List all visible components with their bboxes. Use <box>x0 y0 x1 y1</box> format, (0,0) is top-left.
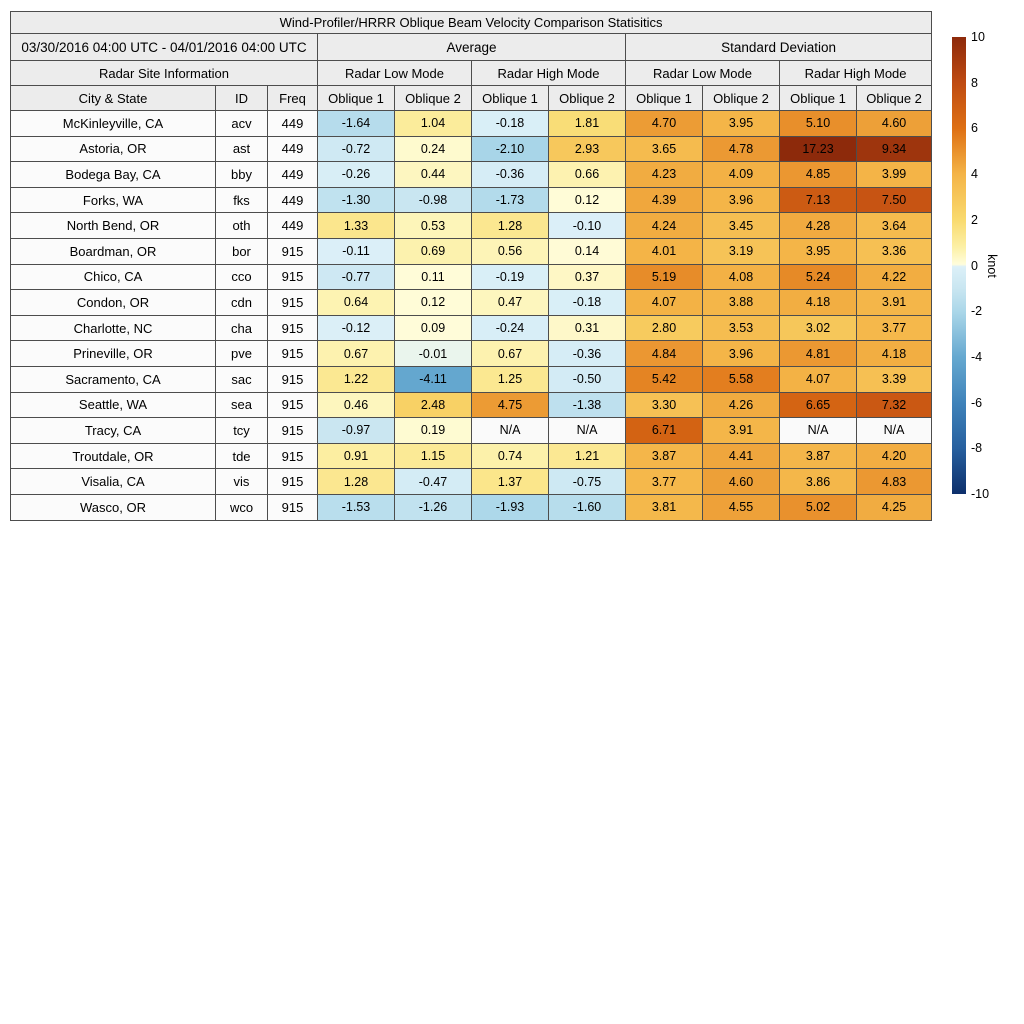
value-cell: -4.11 <box>395 366 472 392</box>
col-header-oblique: Oblique 2 <box>703 86 780 111</box>
table-row <box>11 392 932 418</box>
value-cell: N/A <box>857 418 932 444</box>
colorbar-tick-label: 6 <box>971 121 978 136</box>
table-row <box>11 341 932 367</box>
value-cell: 5.58 <box>703 366 780 392</box>
city-cell: Astoria, OR <box>11 136 216 162</box>
freq-cell: 915 <box>268 443 318 469</box>
table-row <box>11 213 932 239</box>
value-cell: 4.78 <box>703 136 780 162</box>
value-cell: N/A <box>472 418 549 444</box>
value-cell: 0.31 <box>549 315 626 341</box>
value-cell: 4.60 <box>703 469 780 495</box>
value-cell: 0.67 <box>472 341 549 367</box>
value-cell: 4.55 <box>703 494 780 520</box>
table-row <box>11 162 932 188</box>
value-cell: 0.44 <box>395 162 472 188</box>
value-cell: 2.80 <box>626 315 703 341</box>
id-cell: bor <box>216 238 268 264</box>
value-cell: 4.18 <box>857 341 932 367</box>
city-cell: Condon, OR <box>11 290 216 316</box>
value-cell: 1.04 <box>395 111 472 137</box>
value-cell: 1.15 <box>395 443 472 469</box>
value-cell: -1.73 <box>472 187 549 213</box>
table-row <box>11 238 932 264</box>
value-cell: 3.64 <box>857 213 932 239</box>
value-cell: 0.64 <box>318 290 395 316</box>
value-cell: 3.19 <box>703 238 780 264</box>
value-cell: 0.19 <box>395 418 472 444</box>
value-cell: 4.75 <box>472 392 549 418</box>
value-cell: 1.28 <box>472 213 549 239</box>
value-cell: 2.48 <box>395 392 472 418</box>
id-cell: oth <box>216 213 268 239</box>
mode-header-row <box>11 61 932 86</box>
col-header-city: City & State <box>11 86 216 111</box>
value-cell: 0.66 <box>549 162 626 188</box>
table-row <box>11 443 932 469</box>
city-cell: Seattle, WA <box>11 392 216 418</box>
value-cell: 3.30 <box>626 392 703 418</box>
value-cell: -0.19 <box>472 264 549 290</box>
value-cell: 1.25 <box>472 366 549 392</box>
value-cell: 9.34 <box>857 136 932 162</box>
value-cell: 4.26 <box>703 392 780 418</box>
value-cell: 3.95 <box>703 111 780 137</box>
value-cell: 0.56 <box>472 238 549 264</box>
col-header-oblique: Oblique 1 <box>626 86 703 111</box>
col-header-oblique: Oblique 1 <box>318 86 395 111</box>
col-header-freq: Freq <box>268 86 318 111</box>
col-header-oblique: Oblique 2 <box>395 86 472 111</box>
colorbar-tick-label: -8 <box>971 441 983 456</box>
colorbar-tick-label: -4 <box>971 349 983 364</box>
avg-high-mode-header: Radar High Mode <box>472 61 626 86</box>
table-row <box>11 111 932 137</box>
std-dev-group-header: Standard Deviation <box>626 34 932 61</box>
city-cell: Bodega Bay, CA <box>11 162 216 188</box>
value-cell: 4.81 <box>780 341 857 367</box>
city-cell: Charlotte, NC <box>11 315 216 341</box>
value-cell: 5.42 <box>626 366 703 392</box>
colorbar-unit-label: knot <box>985 253 999 278</box>
value-cell: -0.18 <box>549 290 626 316</box>
value-cell: 3.77 <box>857 315 932 341</box>
group-header-row <box>11 34 932 61</box>
value-cell: 4.01 <box>626 238 703 264</box>
table-row <box>11 418 932 444</box>
value-cell: 4.07 <box>626 290 703 316</box>
city-cell: Tracy, CA <box>11 418 216 444</box>
id-cell: cdn <box>216 290 268 316</box>
std-high-mode-header: Radar High Mode <box>780 61 932 86</box>
value-cell: 7.50 <box>857 187 932 213</box>
id-cell: fks <box>216 187 268 213</box>
value-cell: 0.37 <box>549 264 626 290</box>
value-cell: 3.45 <box>703 213 780 239</box>
std-low-mode-header: Radar Low Mode <box>626 61 780 86</box>
value-cell: -1.38 <box>549 392 626 418</box>
value-cell: -0.77 <box>318 264 395 290</box>
id-cell: tcy <box>216 418 268 444</box>
value-cell: 4.39 <box>626 187 703 213</box>
value-cell: 3.65 <box>626 136 703 162</box>
table-row <box>11 187 932 213</box>
value-cell: -1.93 <box>472 494 549 520</box>
value-cell: 4.07 <box>780 366 857 392</box>
value-cell: 1.21 <box>549 443 626 469</box>
value-cell: 0.12 <box>395 290 472 316</box>
table-row <box>11 469 932 495</box>
value-cell: -0.36 <box>472 162 549 188</box>
freq-cell: 915 <box>268 418 318 444</box>
value-cell: 0.14 <box>549 238 626 264</box>
value-cell: 4.70 <box>626 111 703 137</box>
value-cell: -0.12 <box>318 315 395 341</box>
value-cell: 0.24 <box>395 136 472 162</box>
stats-table <box>10 11 932 521</box>
value-cell: 1.81 <box>549 111 626 137</box>
freq-cell: 915 <box>268 341 318 367</box>
value-cell: 4.84 <box>626 341 703 367</box>
value-cell: 3.95 <box>780 238 857 264</box>
value-cell: 3.87 <box>626 443 703 469</box>
value-cell: -1.60 <box>549 494 626 520</box>
value-cell: -1.53 <box>318 494 395 520</box>
id-cell: sea <box>216 392 268 418</box>
freq-cell: 915 <box>268 290 318 316</box>
value-cell: 4.41 <box>703 443 780 469</box>
value-cell: 3.86 <box>780 469 857 495</box>
value-cell: -0.72 <box>318 136 395 162</box>
city-cell: Wasco, OR <box>11 494 216 520</box>
value-cell: 4.83 <box>857 469 932 495</box>
value-cell: 5.24 <box>780 264 857 290</box>
freq-cell: 915 <box>268 494 318 520</box>
value-cell: 2.93 <box>549 136 626 162</box>
freq-cell: 915 <box>268 238 318 264</box>
value-cell: 1.28 <box>318 469 395 495</box>
value-cell: 0.53 <box>395 213 472 239</box>
value-cell: 0.46 <box>318 392 395 418</box>
colorbar-tick-label: 2 <box>971 212 978 227</box>
value-cell: 0.12 <box>549 187 626 213</box>
col-header-id: ID <box>216 86 268 111</box>
value-cell: 3.87 <box>780 443 857 469</box>
value-cell: 1.22 <box>318 366 395 392</box>
col-header-oblique: Oblique 2 <box>857 86 932 111</box>
value-cell: 4.85 <box>780 162 857 188</box>
value-cell: -2.10 <box>472 136 549 162</box>
value-cell: 3.99 <box>857 162 932 188</box>
value-cell: 3.91 <box>857 290 932 316</box>
city-cell: Visalia, CA <box>11 469 216 495</box>
value-cell: 4.25 <box>857 494 932 520</box>
value-cell: 3.77 <box>626 469 703 495</box>
value-cell: 3.36 <box>857 238 932 264</box>
id-cell: wco <box>216 494 268 520</box>
id-cell: tde <box>216 443 268 469</box>
value-cell: 3.91 <box>703 418 780 444</box>
value-cell: -1.64 <box>318 111 395 137</box>
value-cell: 6.71 <box>626 418 703 444</box>
city-cell: Troutdale, OR <box>11 443 216 469</box>
freq-cell: 449 <box>268 213 318 239</box>
value-cell: 0.74 <box>472 443 549 469</box>
value-cell: -0.47 <box>395 469 472 495</box>
value-cell: -0.11 <box>318 238 395 264</box>
city-cell: McKinleyville, CA <box>11 111 216 137</box>
value-cell: 3.88 <box>703 290 780 316</box>
freq-cell: 449 <box>268 111 318 137</box>
site-info-header: Radar Site Information <box>11 61 318 86</box>
value-cell: -0.18 <box>472 111 549 137</box>
table-row <box>11 315 932 341</box>
value-cell: 4.22 <box>857 264 932 290</box>
col-header-oblique: Oblique 2 <box>549 86 626 111</box>
value-cell: 3.53 <box>703 315 780 341</box>
id-cell: ast <box>216 136 268 162</box>
value-cell: 0.67 <box>318 341 395 367</box>
table-row <box>11 136 932 162</box>
id-cell: cco <box>216 264 268 290</box>
colorbar-tick-label: 10 <box>971 30 985 44</box>
city-cell: Forks, WA <box>11 187 216 213</box>
colorbar-gradient <box>952 37 966 494</box>
value-cell: 17.23 <box>780 136 857 162</box>
city-cell: Boardman, OR <box>11 238 216 264</box>
id-cell: sac <box>216 366 268 392</box>
city-cell: North Bend, OR <box>11 213 216 239</box>
title-row <box>11 12 932 34</box>
period-cell: 03/30/2016 04:00 UTC - 04/01/2016 04:00 UTC <box>11 34 318 61</box>
freq-cell: 449 <box>268 136 318 162</box>
value-cell: -0.75 <box>549 469 626 495</box>
value-cell: 5.02 <box>780 494 857 520</box>
colorbar-tick-label: 0 <box>971 258 978 273</box>
avg-low-mode-header: Radar Low Mode <box>318 61 472 86</box>
table-row <box>11 494 932 520</box>
value-cell: 5.19 <box>626 264 703 290</box>
value-cell: 0.09 <box>395 315 472 341</box>
freq-cell: 449 <box>268 187 318 213</box>
value-cell: 3.96 <box>703 341 780 367</box>
value-cell: 4.09 <box>703 162 780 188</box>
colorbar-tick-label: 8 <box>971 75 978 90</box>
value-cell: 5.10 <box>780 111 857 137</box>
value-cell: N/A <box>549 418 626 444</box>
value-cell: 4.20 <box>857 443 932 469</box>
col-header-oblique: Oblique 1 <box>472 86 549 111</box>
colorbar-tick-label: -6 <box>971 395 983 410</box>
value-cell: -0.97 <box>318 418 395 444</box>
id-cell: cha <box>216 315 268 341</box>
value-cell: 4.08 <box>703 264 780 290</box>
freq-cell: 449 <box>268 162 318 188</box>
value-cell: 4.18 <box>780 290 857 316</box>
freq-cell: 915 <box>268 469 318 495</box>
table-row <box>11 366 932 392</box>
freq-cell: 915 <box>268 366 318 392</box>
value-cell: -0.36 <box>549 341 626 367</box>
value-cell: 0.91 <box>318 443 395 469</box>
freq-cell: 915 <box>268 392 318 418</box>
value-cell: -0.24 <box>472 315 549 341</box>
table-row <box>11 264 932 290</box>
value-cell: 4.28 <box>780 213 857 239</box>
id-cell: bby <box>216 162 268 188</box>
city-cell: Sacramento, CA <box>11 366 216 392</box>
col-header-oblique: Oblique 1 <box>780 86 857 111</box>
value-cell: 1.33 <box>318 213 395 239</box>
value-cell: 3.81 <box>626 494 703 520</box>
city-cell: Prineville, OR <box>11 341 216 367</box>
value-cell: -0.26 <box>318 162 395 188</box>
value-cell: 6.65 <box>780 392 857 418</box>
colorbar-tick-label: -2 <box>971 304 983 319</box>
colorbar-tick-label: 4 <box>971 167 978 182</box>
table-body <box>11 111 932 521</box>
value-cell: 3.96 <box>703 187 780 213</box>
value-cell: -0.10 <box>549 213 626 239</box>
value-cell: 3.02 <box>780 315 857 341</box>
value-cell: -0.01 <box>395 341 472 367</box>
value-cell: 4.60 <box>857 111 932 137</box>
value-cell: 4.23 <box>626 162 703 188</box>
value-cell: 3.39 <box>857 366 932 392</box>
table-row <box>11 290 932 316</box>
value-cell: 7.13 <box>780 187 857 213</box>
value-cell: 0.11 <box>395 264 472 290</box>
value-cell: 0.47 <box>472 290 549 316</box>
colorbar-tick-label: -10 <box>971 487 990 501</box>
value-cell: -1.26 <box>395 494 472 520</box>
value-cell: -0.98 <box>395 187 472 213</box>
value-cell: -0.50 <box>549 366 626 392</box>
city-cell: Chico, CA <box>11 264 216 290</box>
value-cell: N/A <box>780 418 857 444</box>
colorbar <box>952 30 1024 501</box>
value-cell: 7.32 <box>857 392 932 418</box>
freq-cell: 915 <box>268 315 318 341</box>
value-cell: 4.24 <box>626 213 703 239</box>
value-cell: 0.69 <box>395 238 472 264</box>
freq-cell: 915 <box>268 264 318 290</box>
id-cell: acv <box>216 111 268 137</box>
value-cell: -1.30 <box>318 187 395 213</box>
figure-title: Wind-Profiler/HRRR Oblique Beam Velocity Comparison Statisitics <box>11 12 932 34</box>
id-cell: pve <box>216 341 268 367</box>
id-cell: vis <box>216 469 268 495</box>
average-group-header: Average <box>318 34 626 61</box>
value-cell: 1.37 <box>472 469 549 495</box>
column-header-row <box>11 86 932 111</box>
